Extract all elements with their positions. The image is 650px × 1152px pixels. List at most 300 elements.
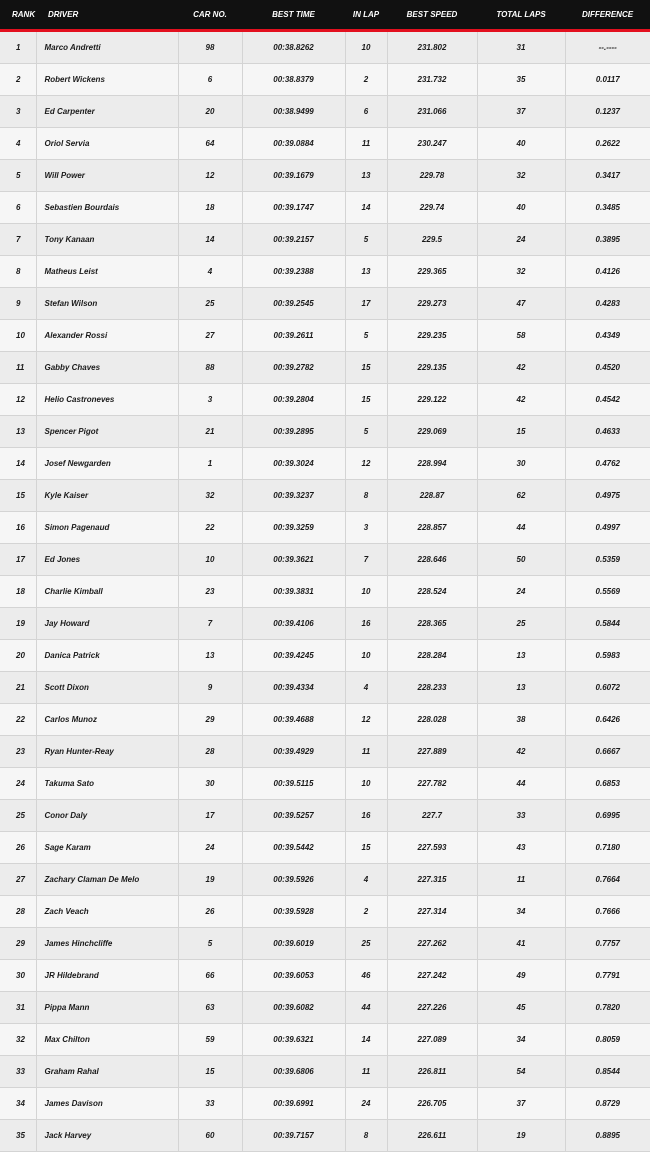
cell-car-no: 63	[178, 992, 242, 1024]
cell-total-laps: 44	[477, 512, 565, 544]
cell-difference: 0.3485	[565, 192, 650, 224]
cell-best-speed: 227.7	[387, 800, 477, 832]
cell-difference: 0.4520	[565, 352, 650, 384]
cell-car-no: 21	[178, 416, 242, 448]
header-row	[0, 0, 650, 31]
cell-rank: 33	[0, 1056, 36, 1088]
cell-best-time: 00:39.2804	[242, 384, 345, 416]
cell-in-lap: 12	[345, 448, 387, 480]
cell-difference: 0.1237	[565, 96, 650, 128]
cell-best-time: 00:39.4688	[242, 704, 345, 736]
cell-total-laps: 31	[477, 31, 565, 64]
cell-driver: Helio Castroneves	[36, 384, 178, 416]
cell-difference: 0.2622	[565, 128, 650, 160]
cell-best-time: 00:39.6321	[242, 1024, 345, 1056]
cell-total-laps: 13	[477, 640, 565, 672]
cell-car-no: 12	[178, 160, 242, 192]
cell-difference: 0.5569	[565, 576, 650, 608]
cell-best-speed: 227.889	[387, 736, 477, 768]
cell-total-laps: 42	[477, 736, 565, 768]
cell-car-no: 18	[178, 192, 242, 224]
table-row	[0, 448, 650, 480]
cell-best-time: 00:39.4334	[242, 672, 345, 704]
header-in-lap[interactable]: IN LAP	[345, 0, 387, 31]
cell-car-no: 4	[178, 256, 242, 288]
cell-total-laps: 49	[477, 960, 565, 992]
cell-best-speed: 228.87	[387, 480, 477, 512]
cell-difference: 0.7664	[565, 864, 650, 896]
cell-in-lap: 7	[345, 544, 387, 576]
cell-driver: Ryan Hunter-Reay	[36, 736, 178, 768]
table-row	[0, 1120, 650, 1152]
cell-total-laps: 24	[477, 576, 565, 608]
cell-in-lap: 2	[345, 896, 387, 928]
cell-best-time: 00:39.5442	[242, 832, 345, 864]
cell-best-speed: 228.028	[387, 704, 477, 736]
table-row	[0, 320, 650, 352]
cell-car-no: 29	[178, 704, 242, 736]
cell-best-time: 00:38.8262	[242, 31, 345, 64]
cell-total-laps: 47	[477, 288, 565, 320]
cell-difference: 0.4126	[565, 256, 650, 288]
cell-driver: James Davison	[36, 1088, 178, 1120]
cell-best-speed: 231.066	[387, 96, 477, 128]
cell-rank: 2	[0, 64, 36, 96]
cell-car-no: 32	[178, 480, 242, 512]
cell-rank: 5	[0, 160, 36, 192]
cell-best-time: 00:39.5257	[242, 800, 345, 832]
table-row	[0, 1088, 650, 1120]
table-row	[0, 736, 650, 768]
cell-rank: 1	[0, 31, 36, 64]
cell-best-time: 00:39.4929	[242, 736, 345, 768]
cell-in-lap: 10	[345, 768, 387, 800]
cell-driver: Gabby Chaves	[36, 352, 178, 384]
cell-rank: 25	[0, 800, 36, 832]
cell-best-speed: 228.994	[387, 448, 477, 480]
table-row	[0, 992, 650, 1024]
cell-total-laps: 40	[477, 192, 565, 224]
cell-in-lap: 12	[345, 704, 387, 736]
cell-best-time: 00:39.2782	[242, 352, 345, 384]
cell-car-no: 17	[178, 800, 242, 832]
cell-best-time: 00:39.6991	[242, 1088, 345, 1120]
cell-best-time: 00:39.3259	[242, 512, 345, 544]
cell-difference: 0.7666	[565, 896, 650, 928]
cell-rank: 6	[0, 192, 36, 224]
cell-total-laps: 58	[477, 320, 565, 352]
cell-best-time: 00:39.4245	[242, 640, 345, 672]
cell-best-speed: 229.5	[387, 224, 477, 256]
header-rank[interactable]: RANK	[0, 0, 36, 31]
cell-best-speed: 228.646	[387, 544, 477, 576]
cell-driver: Marco Andretti	[36, 31, 178, 64]
table-row	[0, 864, 650, 896]
cell-best-time: 00:39.3237	[242, 480, 345, 512]
cell-difference: 0.5983	[565, 640, 650, 672]
cell-driver: Graham Rahal	[36, 1056, 178, 1088]
cell-in-lap: 16	[345, 800, 387, 832]
cell-difference: 0.5844	[565, 608, 650, 640]
cell-car-no: 64	[178, 128, 242, 160]
cell-in-lap: 14	[345, 192, 387, 224]
cell-best-time: 00:39.1747	[242, 192, 345, 224]
cell-total-laps: 50	[477, 544, 565, 576]
cell-best-speed: 229.273	[387, 288, 477, 320]
cell-rank: 30	[0, 960, 36, 992]
cell-best-time: 00:39.2895	[242, 416, 345, 448]
cell-difference: 0.3895	[565, 224, 650, 256]
cell-total-laps: 33	[477, 800, 565, 832]
cell-difference: 0.8729	[565, 1088, 650, 1120]
cell-driver: Pippa Mann	[36, 992, 178, 1024]
cell-total-laps: 62	[477, 480, 565, 512]
cell-in-lap: 11	[345, 736, 387, 768]
cell-best-time: 00:39.2388	[242, 256, 345, 288]
cell-total-laps: 41	[477, 928, 565, 960]
cell-best-speed: 228.857	[387, 512, 477, 544]
cell-rank: 11	[0, 352, 36, 384]
cell-best-time: 00:39.5926	[242, 864, 345, 896]
cell-driver: Zachary Claman De Melo	[36, 864, 178, 896]
cell-car-no: 9	[178, 672, 242, 704]
cell-rank: 14	[0, 448, 36, 480]
cell-in-lap: 24	[345, 1088, 387, 1120]
cell-rank: 26	[0, 832, 36, 864]
cell-driver: Matheus Leist	[36, 256, 178, 288]
cell-rank: 17	[0, 544, 36, 576]
cell-best-speed: 228.233	[387, 672, 477, 704]
cell-best-speed: 228.365	[387, 608, 477, 640]
cell-car-no: 1	[178, 448, 242, 480]
cell-car-no: 22	[178, 512, 242, 544]
cell-rank: 35	[0, 1120, 36, 1152]
table-header	[0, 0, 650, 31]
cell-rank: 32	[0, 1024, 36, 1056]
table-row	[0, 384, 650, 416]
cell-difference: 0.4542	[565, 384, 650, 416]
cell-car-no: 5	[178, 928, 242, 960]
cell-total-laps: 45	[477, 992, 565, 1024]
cell-rank: 29	[0, 928, 36, 960]
cell-total-laps: 44	[477, 768, 565, 800]
cell-best-speed: 229.74	[387, 192, 477, 224]
cell-best-time: 00:39.5115	[242, 768, 345, 800]
cell-difference: 0.4283	[565, 288, 650, 320]
table-row	[0, 256, 650, 288]
cell-in-lap: 5	[345, 416, 387, 448]
cell-total-laps: 54	[477, 1056, 565, 1088]
table-row	[0, 832, 650, 864]
table-row	[0, 160, 650, 192]
cell-in-lap: 10	[345, 640, 387, 672]
cell-difference: 0.7820	[565, 992, 650, 1024]
cell-total-laps: 42	[477, 384, 565, 416]
cell-car-no: 30	[178, 768, 242, 800]
cell-rank: 9	[0, 288, 36, 320]
cell-car-no: 10	[178, 544, 242, 576]
table-row	[0, 352, 650, 384]
cell-car-no: 24	[178, 832, 242, 864]
cell-difference: 0.6853	[565, 768, 650, 800]
cell-best-speed: 229.365	[387, 256, 477, 288]
cell-driver: Alexander Rossi	[36, 320, 178, 352]
cell-in-lap: 44	[345, 992, 387, 1024]
cell-in-lap: 2	[345, 64, 387, 96]
cell-driver: Zach Veach	[36, 896, 178, 928]
table-row	[0, 544, 650, 576]
cell-car-no: 15	[178, 1056, 242, 1088]
table-row	[0, 704, 650, 736]
cell-total-laps: 43	[477, 832, 565, 864]
cell-difference: 0.7791	[565, 960, 650, 992]
cell-best-speed: 227.262	[387, 928, 477, 960]
cell-difference: 0.6072	[565, 672, 650, 704]
header-best-time[interactable]: BEST TIME	[242, 0, 345, 31]
cell-difference: 0.7180	[565, 832, 650, 864]
cell-rank: 16	[0, 512, 36, 544]
cell-total-laps: 34	[477, 896, 565, 928]
cell-car-no: 60	[178, 1120, 242, 1152]
cell-driver: Max Chilton	[36, 1024, 178, 1056]
cell-driver: Danica Patrick	[36, 640, 178, 672]
table-row	[0, 96, 650, 128]
cell-best-speed: 228.524	[387, 576, 477, 608]
cell-total-laps: 32	[477, 160, 565, 192]
cell-in-lap: 8	[345, 480, 387, 512]
header-difference[interactable]: DIFFERENCE	[565, 0, 650, 31]
cell-driver: JR Hildebrand	[36, 960, 178, 992]
cell-in-lap: 13	[345, 160, 387, 192]
cell-best-speed: 230.247	[387, 128, 477, 160]
cell-best-time: 00:39.1679	[242, 160, 345, 192]
cell-in-lap: 6	[345, 96, 387, 128]
cell-car-no: 28	[178, 736, 242, 768]
cell-driver: Tony Kanaan	[36, 224, 178, 256]
cell-in-lap: 15	[345, 352, 387, 384]
cell-driver: Josef Newgarden	[36, 448, 178, 480]
cell-in-lap: 15	[345, 832, 387, 864]
cell-in-lap: 4	[345, 864, 387, 896]
cell-car-no: 6	[178, 64, 242, 96]
table-row	[0, 224, 650, 256]
cell-rank: 19	[0, 608, 36, 640]
cell-car-no: 98	[178, 31, 242, 64]
cell-difference: 0.4349	[565, 320, 650, 352]
cell-in-lap: 5	[345, 224, 387, 256]
cell-in-lap: 10	[345, 31, 387, 64]
table-row	[0, 512, 650, 544]
cell-car-no: 3	[178, 384, 242, 416]
cell-driver: Oriol Servia	[36, 128, 178, 160]
cell-in-lap: 25	[345, 928, 387, 960]
cell-rank: 3	[0, 96, 36, 128]
cell-rank: 10	[0, 320, 36, 352]
cell-driver: Scott Dixon	[36, 672, 178, 704]
cell-difference: 0.8059	[565, 1024, 650, 1056]
table-row	[0, 128, 650, 160]
cell-total-laps: 25	[477, 608, 565, 640]
cell-best-time: 00:39.6082	[242, 992, 345, 1024]
cell-in-lap: 4	[345, 672, 387, 704]
cell-best-speed: 226.705	[387, 1088, 477, 1120]
cell-best-speed: 231.802	[387, 31, 477, 64]
cell-car-no: 13	[178, 640, 242, 672]
cell-difference: --.----	[565, 31, 650, 64]
cell-driver: Jay Howard	[36, 608, 178, 640]
cell-best-time: 00:39.6806	[242, 1056, 345, 1088]
table-row	[0, 288, 650, 320]
cell-rank: 21	[0, 672, 36, 704]
cell-driver: Will Power	[36, 160, 178, 192]
cell-driver: Sebastien Bourdais	[36, 192, 178, 224]
cell-best-speed: 226.611	[387, 1120, 477, 1152]
cell-in-lap: 17	[345, 288, 387, 320]
cell-rank: 24	[0, 768, 36, 800]
cell-driver: Stefan Wilson	[36, 288, 178, 320]
table-row	[0, 1056, 650, 1088]
cell-difference: 0.4975	[565, 480, 650, 512]
cell-best-time: 00:39.4106	[242, 608, 345, 640]
cell-in-lap: 10	[345, 576, 387, 608]
cell-in-lap: 11	[345, 128, 387, 160]
cell-rank: 34	[0, 1088, 36, 1120]
cell-difference: 0.6426	[565, 704, 650, 736]
table-row	[0, 480, 650, 512]
cell-best-time: 00:39.6019	[242, 928, 345, 960]
cell-total-laps: 32	[477, 256, 565, 288]
cell-best-time: 00:39.2545	[242, 288, 345, 320]
cell-best-time: 00:39.5928	[242, 896, 345, 928]
cell-rank: 15	[0, 480, 36, 512]
cell-best-speed: 226.811	[387, 1056, 477, 1088]
cell-best-speed: 229.135	[387, 352, 477, 384]
cell-total-laps: 35	[477, 64, 565, 96]
cell-best-speed: 229.069	[387, 416, 477, 448]
cell-driver: James Hinchcliffe	[36, 928, 178, 960]
cell-difference: 0.7757	[565, 928, 650, 960]
cell-driver: Charlie Kimball	[36, 576, 178, 608]
cell-driver: Sage Karam	[36, 832, 178, 864]
cell-best-speed: 227.782	[387, 768, 477, 800]
cell-rank: 31	[0, 992, 36, 1024]
cell-total-laps: 37	[477, 1088, 565, 1120]
table-row	[0, 960, 650, 992]
cell-car-no: 19	[178, 864, 242, 896]
cell-total-laps: 24	[477, 224, 565, 256]
cell-car-no: 25	[178, 288, 242, 320]
cell-rank: 22	[0, 704, 36, 736]
cell-driver: Jack Harvey	[36, 1120, 178, 1152]
cell-in-lap: 13	[345, 256, 387, 288]
cell-best-speed: 229.122	[387, 384, 477, 416]
header-best-speed[interactable]: BEST SPEED	[387, 0, 477, 31]
cell-difference: 0.4762	[565, 448, 650, 480]
cell-best-speed: 227.315	[387, 864, 477, 896]
cell-car-no: 20	[178, 96, 242, 128]
cell-car-no: 7	[178, 608, 242, 640]
table-row	[0, 800, 650, 832]
cell-driver: Spencer Pigot	[36, 416, 178, 448]
cell-total-laps: 34	[477, 1024, 565, 1056]
cell-car-no: 66	[178, 960, 242, 992]
cell-total-laps: 40	[477, 128, 565, 160]
cell-car-no: 26	[178, 896, 242, 928]
cell-rank: 23	[0, 736, 36, 768]
cell-best-time: 00:39.0884	[242, 128, 345, 160]
table-row	[0, 64, 650, 96]
cell-rank: 28	[0, 896, 36, 928]
cell-best-speed: 227.242	[387, 960, 477, 992]
table-row	[0, 928, 650, 960]
cell-in-lap: 14	[345, 1024, 387, 1056]
cell-best-time: 00:39.3024	[242, 448, 345, 480]
header-car-no[interactable]: CAR NO.	[178, 0, 242, 31]
cell-total-laps: 15	[477, 416, 565, 448]
cell-driver: Kyle Kaiser	[36, 480, 178, 512]
table-body	[0, 31, 650, 1152]
cell-car-no: 14	[178, 224, 242, 256]
header-total-laps[interactable]: TOTAL LAPS	[477, 0, 565, 31]
cell-best-time: 00:39.2157	[242, 224, 345, 256]
cell-total-laps: 11	[477, 864, 565, 896]
cell-difference: 0.8544	[565, 1056, 650, 1088]
cell-in-lap: 5	[345, 320, 387, 352]
cell-best-speed: 228.284	[387, 640, 477, 672]
cell-best-speed: 229.235	[387, 320, 477, 352]
table-row	[0, 576, 650, 608]
cell-best-time: 00:39.2611	[242, 320, 345, 352]
cell-best-time: 00:39.3621	[242, 544, 345, 576]
header-driver[interactable]: DRIVER	[36, 0, 178, 31]
cell-rank: 4	[0, 128, 36, 160]
cell-difference: 0.6995	[565, 800, 650, 832]
cell-car-no: 23	[178, 576, 242, 608]
cell-best-speed: 227.314	[387, 896, 477, 928]
cell-total-laps: 13	[477, 672, 565, 704]
cell-rank: 20	[0, 640, 36, 672]
cell-best-speed: 231.732	[387, 64, 477, 96]
cell-rank: 7	[0, 224, 36, 256]
cell-difference: 0.6667	[565, 736, 650, 768]
cell-best-speed: 227.089	[387, 1024, 477, 1056]
cell-total-laps: 19	[477, 1120, 565, 1152]
cell-best-time: 00:39.3831	[242, 576, 345, 608]
cell-difference: 0.3417	[565, 160, 650, 192]
cell-best-speed: 227.593	[387, 832, 477, 864]
cell-rank: 8	[0, 256, 36, 288]
cell-driver: Robert Wickens	[36, 64, 178, 96]
cell-in-lap: 46	[345, 960, 387, 992]
cell-rank: 12	[0, 384, 36, 416]
cell-in-lap: 8	[345, 1120, 387, 1152]
cell-car-no: 59	[178, 1024, 242, 1056]
cell-rank: 18	[0, 576, 36, 608]
table-row	[0, 672, 650, 704]
table-row	[0, 1024, 650, 1056]
table-row	[0, 896, 650, 928]
cell-total-laps: 30	[477, 448, 565, 480]
cell-difference: 0.4997	[565, 512, 650, 544]
cell-best-time: 00:39.6053	[242, 960, 345, 992]
table-row	[0, 768, 650, 800]
cell-driver: Carlos Munoz	[36, 704, 178, 736]
cell-in-lap: 15	[345, 384, 387, 416]
cell-in-lap: 16	[345, 608, 387, 640]
cell-driver: Simon Pagenaud	[36, 512, 178, 544]
cell-best-time: 00:38.8379	[242, 64, 345, 96]
cell-car-no: 27	[178, 320, 242, 352]
